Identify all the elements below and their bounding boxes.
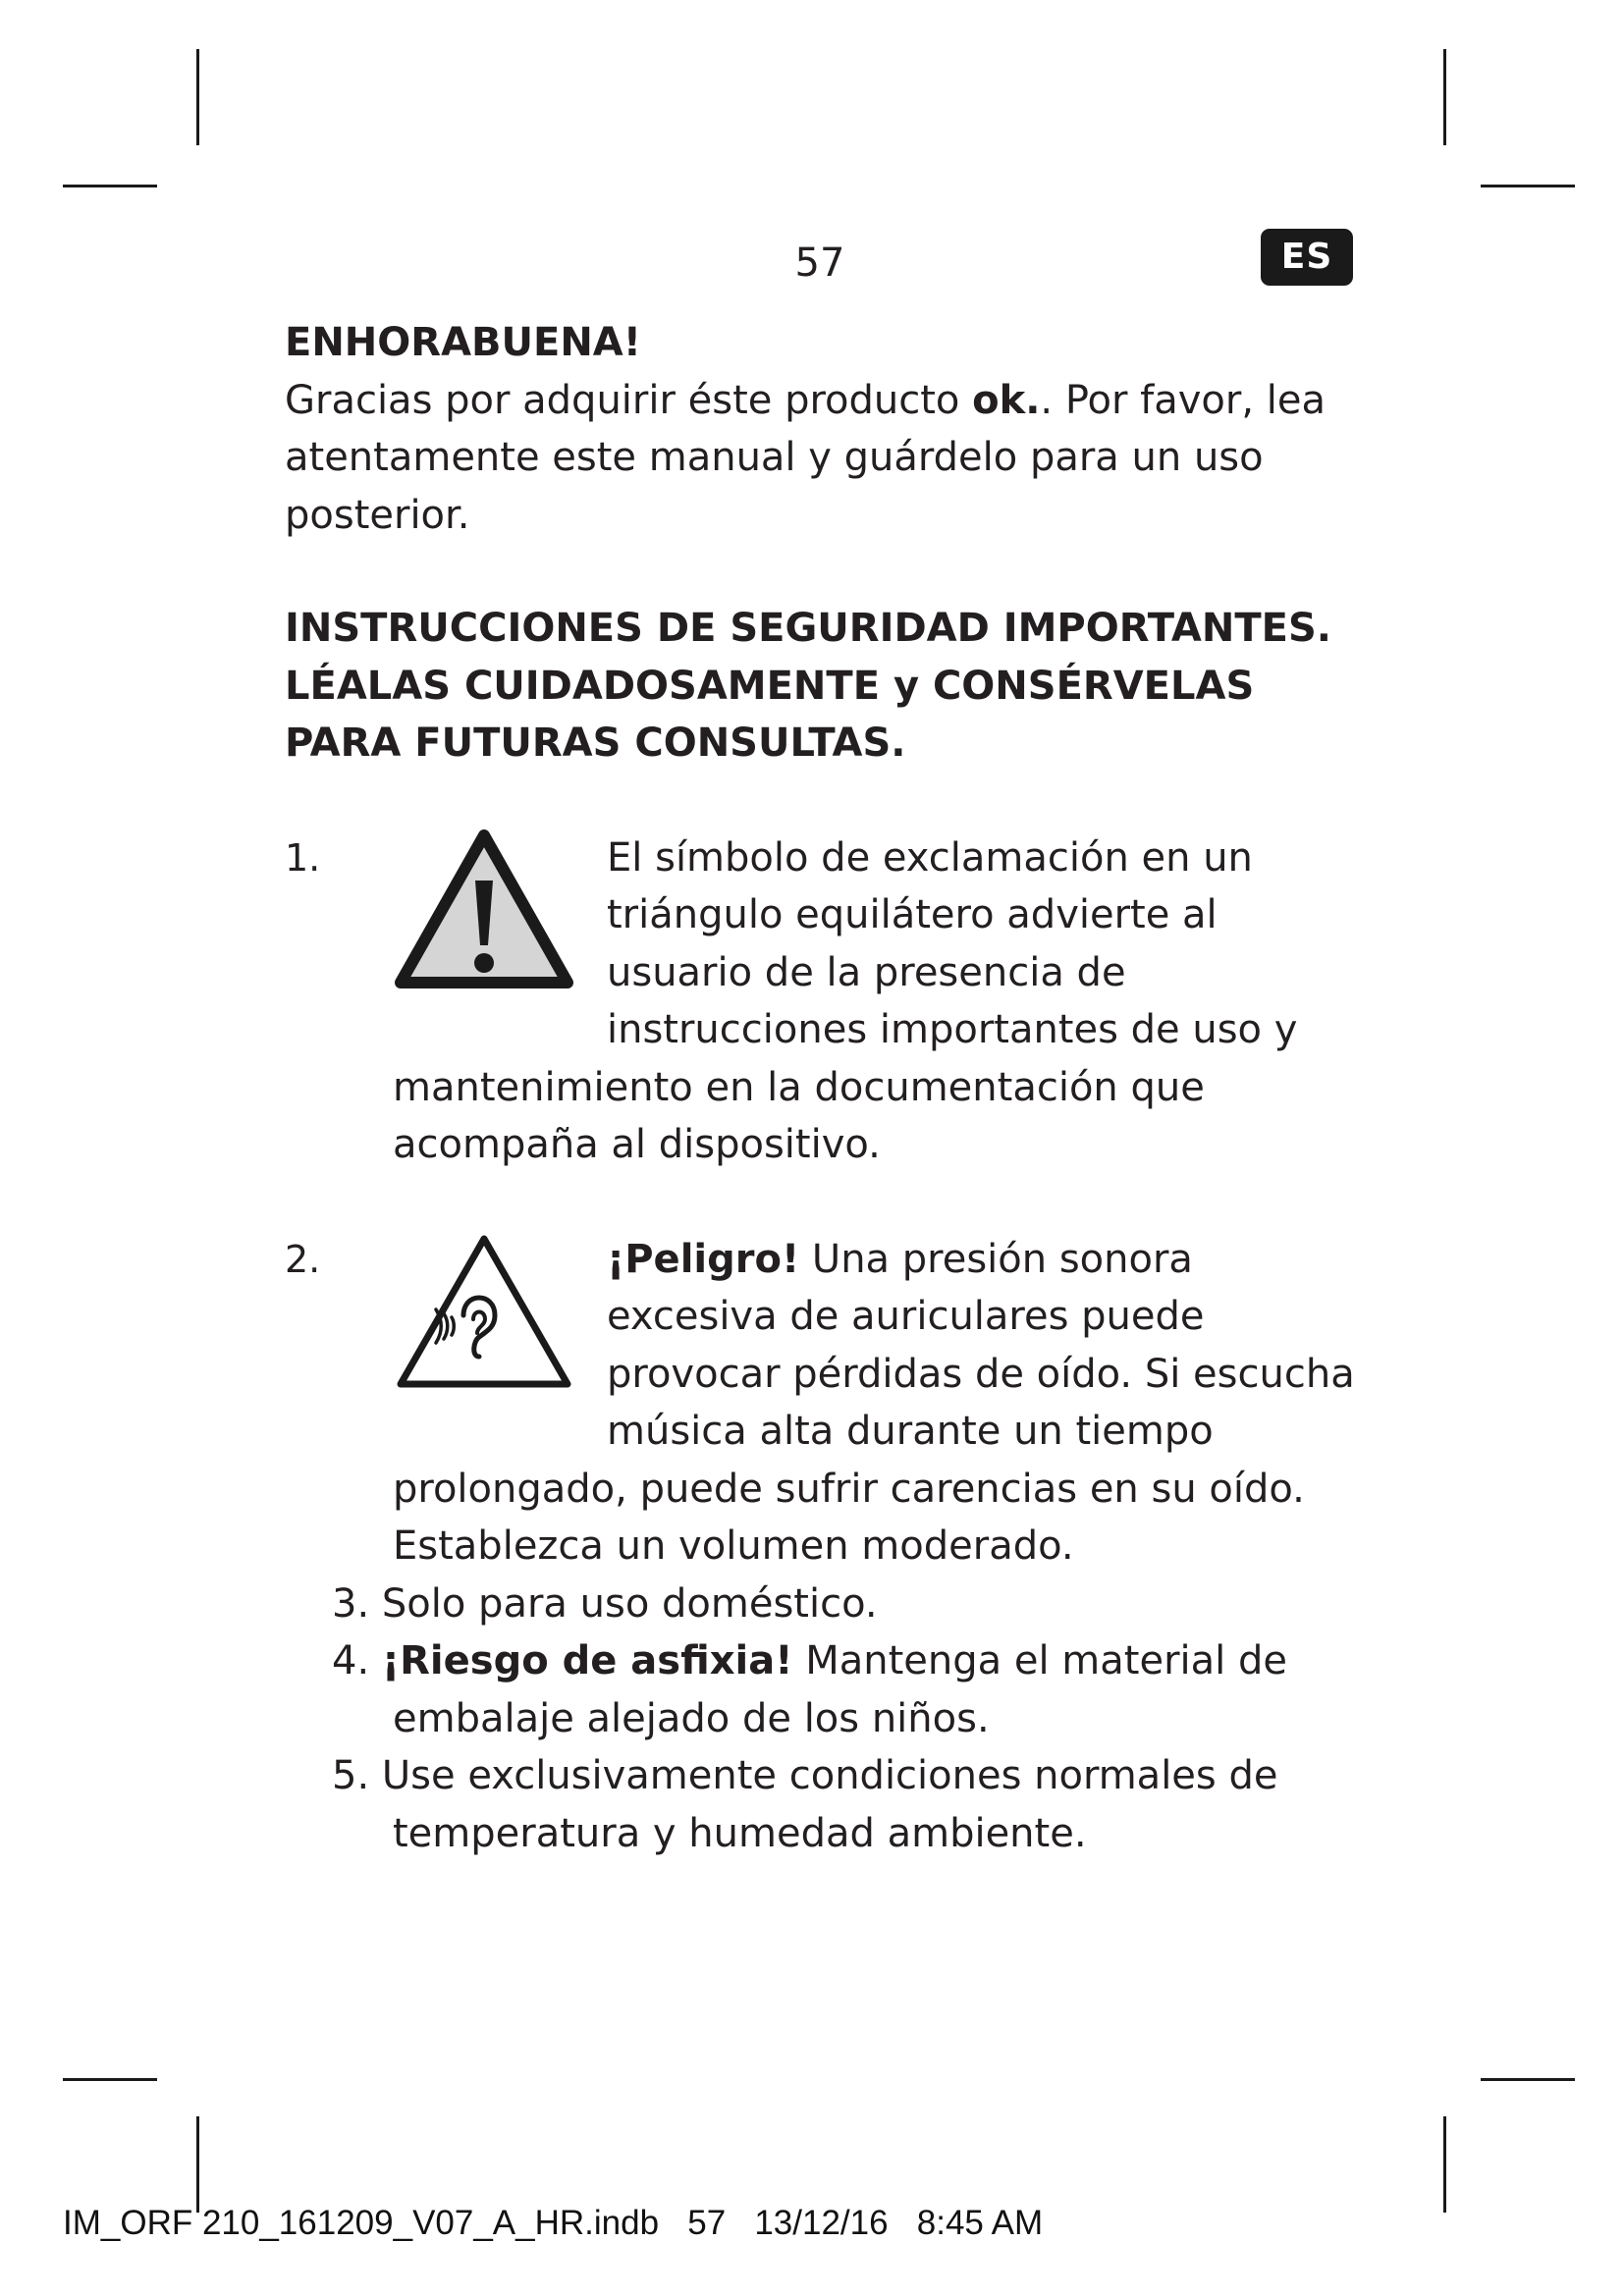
crop-mark-bottom-right-horizontal [1481, 2078, 1575, 2081]
manual-content [285, 314, 1355, 1862]
brand-name: ok. [972, 377, 1041, 423]
item-number: 4. [332, 1638, 370, 1683]
crop-mark-bottom-right-vertical [1443, 2116, 1446, 2213]
safety-item-3 [285, 1575, 1355, 1633]
safety-list [285, 829, 1355, 1863]
item-body: Mantenga el material de embalaje alejado de los niños. [393, 1638, 1287, 1741]
language-badge: ES [1261, 229, 1353, 286]
intro-paragraph [285, 372, 1355, 545]
item-number: 2. [285, 1237, 321, 1281]
crop-mark-bottom-left-horizontal [63, 2078, 157, 2081]
safety-item-1 [285, 829, 1355, 1174]
page-title: ENHORABUENA! [285, 320, 642, 365]
crop-mark-top-left-horizontal [63, 185, 157, 187]
danger-label: ¡Peligro! [607, 1236, 800, 1282]
item-number: 3. [332, 1580, 370, 1627]
intro-text-end: . Por favor, lea atentamente este manual y guárdelo para un uso posterior. [285, 377, 1326, 538]
page-number: 57 [794, 240, 845, 286]
exclamation-triangle-icon [393, 829, 575, 1002]
crop-mark-top-right-horizontal [1481, 185, 1575, 187]
crop-mark-bottom-left-vertical [196, 2116, 199, 2213]
intro-text-start: Gracias por adquirir éste producto [285, 377, 973, 423]
print-footer: IM_ORF 210_161209_V07_A_HR.indb 57 13/12/16 8:45 AM [63, 2204, 1044, 2242]
crop-mark-top-left-vertical [196, 49, 199, 145]
crop-mark-top-right-vertical [1443, 49, 1446, 145]
item-text: Use exclusivamente condiciones normales de temperatura y humedad ambiente. [381, 1753, 1278, 1856]
safety-heading: INSTRUCCIONES DE SEGURIDAD IMPORTANTES. LÉALAS CUIDADOSAMENTE y CONSÉRVELAS PARA FUTURAS CONSULTAS. [285, 606, 1331, 766]
item-text: Solo para uso doméstico. [381, 1580, 878, 1627]
hearing-damage-warning-icon [393, 1231, 575, 1404]
item-text: El símbolo de exclamación en un triángulo equilátero advierte al usuario de la presencia de instrucciones importantes de uso y mantenimiento en la documentación que acompaña al dispositivo. [393, 834, 1298, 1167]
safety-item-4 [285, 1632, 1355, 1747]
safety-item-2 [285, 1231, 1355, 1575]
item-body: Una presión sonora excesiva de auriculares puede provocar pérdidas de oído. Si escucha música alta durante un tiempo prolongado, puede sufrir carencias en su oído. Establezca un volumen moderado. [393, 1236, 1355, 1569]
item-number: 1. [285, 835, 321, 880]
safety-item-5 [285, 1747, 1355, 1862]
danger-label: ¡Riesgo de asfixia! [381, 1638, 793, 1683]
item-number: 5. [332, 1753, 370, 1798]
